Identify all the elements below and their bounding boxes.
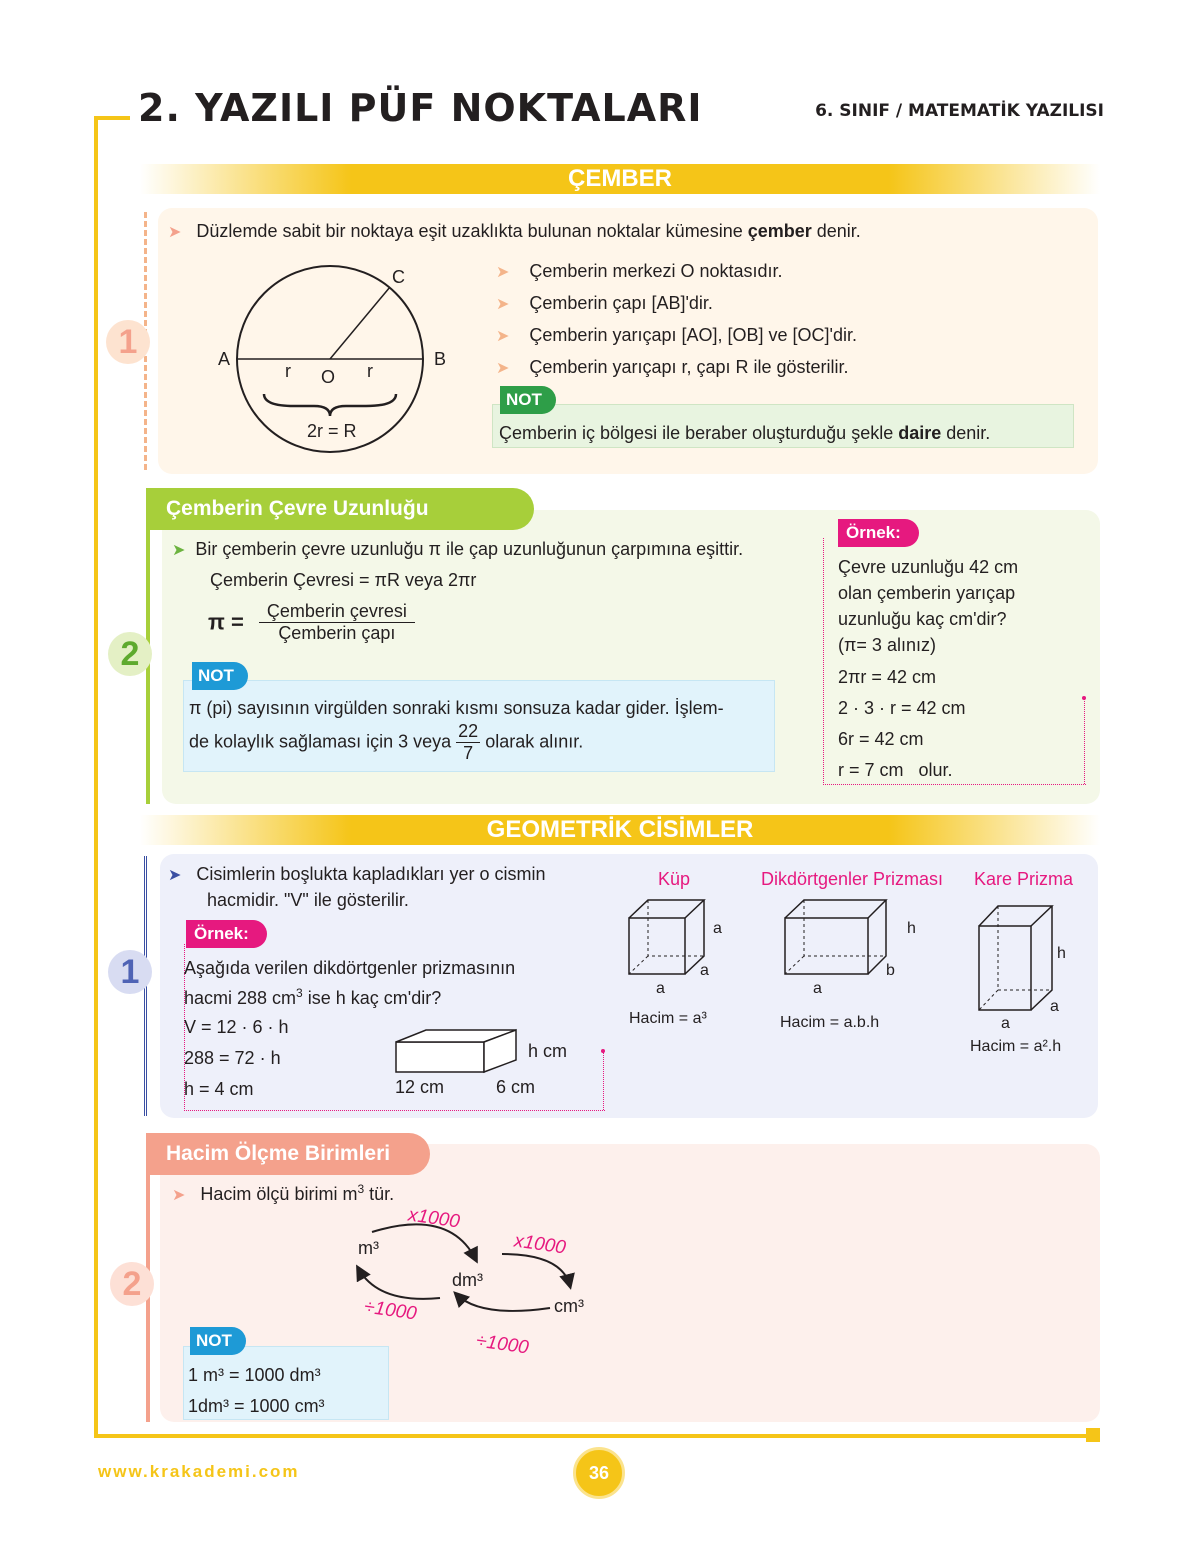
page-frame-left — [94, 116, 98, 1438]
page-title: 2. YAZILI PÜF NOKTALARI — [138, 86, 703, 130]
section-number: 1 — [108, 950, 152, 994]
label-divide-1000: ÷1000 — [474, 1330, 530, 1359]
unit-cm3: cm³ — [554, 1296, 584, 1316]
cube-label-a: a — [700, 962, 709, 979]
cevre-line1 — [172, 538, 743, 562]
note-line2-end: olarak alınır. — [485, 731, 584, 752]
example-question — [838, 554, 1018, 658]
cube-title: Küp — [658, 869, 691, 889]
label-times-1000: x1000 — [406, 1204, 462, 1233]
pi-label: π = — [208, 609, 244, 635]
question-text-end: ise h kaç cm'dir? — [302, 988, 442, 1008]
intro-text-end: tür. — [364, 1184, 395, 1204]
intro-bold: çember — [747, 221, 812, 241]
prism-formula: Hacim = a.b.h — [780, 1014, 880, 1031]
example-question-line: Çevre uzunluğu 42 cm — [838, 557, 1019, 577]
intro-text: Düzlemde sabit bir noktaya eşit uzaklıkta bulunan noktalar kümesine — [196, 221, 748, 241]
square-prism-label-h: h — [1057, 945, 1066, 962]
list-item-text: Çemberin yarıçapı [AO], [OB] ve [OC]'dir. — [529, 325, 857, 345]
list-item-text: Çemberin merkezi O noktasıdır. — [529, 261, 783, 281]
arrow-dm-to-m — [358, 1268, 440, 1299]
arrow-icon: ➤ — [496, 328, 510, 345]
example-solution-line: 2 · 3 · r = 42 cm — [838, 698, 966, 718]
example-box-diagram — [392, 1026, 522, 1076]
geometrik-intro — [168, 862, 546, 913]
cevre-line1-text: Bir çemberin çevre uzunluğu π ile çap uzunluğunun çarpımına eşittir. — [195, 539, 744, 559]
hacim-intro — [172, 1178, 394, 1207]
question-text: hacmi 288 cm — [184, 988, 297, 1008]
page-number: 36 — [573, 1447, 625, 1499]
square-prism-diagram — [974, 902, 1058, 1014]
list-item-text: Çemberin çapı [AB]'dir. — [529, 293, 713, 313]
radius-line — [330, 287, 390, 359]
example-question — [184, 956, 515, 1011]
arrow-icon: ➤ — [496, 360, 510, 377]
example-question-line: uzunluğu kaç cm'dir? — [838, 609, 1007, 629]
cevre-formula: Çemberin Çevresi = πR veya 2πr — [210, 570, 477, 590]
box-height-label: h cm — [528, 1041, 568, 1061]
arrow-icon: ➤ — [496, 264, 510, 281]
pi-fraction — [259, 601, 415, 644]
list-item — [496, 288, 857, 320]
example-question-line: Aşağıda verilen dikdörtgenler prizmasının — [184, 958, 516, 978]
section-number: 1 — [106, 320, 150, 364]
superscript: 3 — [357, 1182, 365, 1196]
label-times-1000: x1000 — [512, 1230, 568, 1259]
label-c: C — [392, 267, 405, 287]
fraction-denominator: 7 — [463, 743, 474, 763]
note-line: 1 m³ = 1000 dm³ — [188, 1365, 321, 1385]
example-question-line — [184, 981, 515, 1011]
arrow-m-to-dm — [372, 1224, 476, 1260]
dot-icon — [601, 1049, 605, 1053]
arrow-cm-to-dm — [456, 1294, 550, 1311]
prism-label-h: h — [907, 920, 916, 937]
example-solution-line: V = 12 · 6 · h — [184, 1017, 289, 1037]
note-bold: daire — [898, 423, 942, 443]
section-number: 2 — [108, 632, 152, 676]
cube-label-a: a — [713, 920, 722, 937]
section-band-title: GEOMETRİK CİSİMLER — [486, 816, 754, 843]
example-frame-right — [603, 1052, 605, 1110]
note-text — [499, 422, 990, 444]
square-prism-formula: Hacim = a².h — [970, 1038, 1062, 1055]
example-solution — [184, 1012, 289, 1105]
unit-dm3: dm³ — [452, 1270, 483, 1290]
intro-text: Cisimlerin boşlukta kapladıkları yer o cismin — [196, 864, 546, 884]
section-number: 2 — [110, 1262, 154, 1306]
note-tag: NOT — [190, 1327, 246, 1355]
arrow-icon: ➤ — [172, 542, 186, 559]
dot-icon — [1082, 696, 1086, 700]
square-prism-label-a: a — [1050, 998, 1059, 1015]
list-item — [496, 320, 857, 352]
prism-title: Dikdörtgenler Prizması — [761, 869, 944, 889]
box-depth-label: 6 cm — [496, 1077, 536, 1097]
cube-diagram — [624, 896, 708, 980]
prism-label-b: b — [886, 962, 895, 979]
note-line: 1dm³ = 1000 cm³ — [188, 1396, 325, 1416]
section-band-title: ÇEMBER — [567, 165, 672, 192]
page-frame-bottom — [94, 1434, 1090, 1438]
label-b: B — [434, 349, 447, 369]
brace-shape — [264, 394, 396, 416]
intro-line — [168, 862, 546, 888]
unit-m3: m³ — [358, 1238, 379, 1258]
note-fraction — [456, 721, 480, 764]
arrow-icon: ➤ — [168, 224, 182, 241]
list-item — [496, 256, 857, 288]
label-r-left: r — [285, 361, 291, 381]
note-text — [188, 1360, 325, 1422]
example-tag: Örnek: — [838, 519, 919, 547]
page-subtitle: 6. SINIF / MATEMATİK YAZILISI — [815, 101, 1104, 121]
tab-cevre-uzunlugu: Çemberin Çevre Uzunluğu — [146, 488, 534, 530]
label-o: O — [321, 367, 336, 387]
example-solution-line: 288 = 72 · h — [184, 1048, 281, 1068]
pi-formula — [208, 601, 415, 644]
page-frame-corner — [1086, 1428, 1100, 1442]
example-solution-line: 6r = 42 cm — [838, 729, 924, 749]
square-prism-label-a: a — [1001, 1015, 1010, 1032]
fraction-numerator: Çemberin çevresi — [259, 601, 415, 623]
section-band-cember — [140, 164, 1100, 194]
section-band-geometrik — [140, 815, 1100, 845]
example-question-line: (π= 3 alınız) — [838, 635, 936, 655]
note-line2 — [189, 721, 583, 764]
arrow-icon: ➤ — [172, 1187, 186, 1204]
arrow-icon: ➤ — [168, 867, 182, 884]
intro-text: Hacim ölçü birimi m — [200, 1184, 358, 1204]
label-r-right: r — [367, 361, 373, 381]
example-solution-line: r = 7 cm olur. — [838, 760, 953, 780]
example-solution-line: h = 4 cm — [184, 1079, 254, 1099]
square-prism-title: Kare Prizma — [974, 869, 1074, 889]
prism-label-a: a — [813, 980, 822, 997]
note-tag: NOT — [500, 386, 556, 414]
label-divide-1000: ÷1000 — [362, 1296, 418, 1325]
page-frame-top — [94, 116, 130, 120]
box-width-label: 12 cm — [395, 1077, 445, 1097]
brace-label: 2r = R — [307, 421, 357, 441]
list-item-text: Çemberin yarıçapı r, çapı R ile gösterilir. — [529, 357, 849, 377]
list-item — [496, 352, 857, 384]
example-solution-line: 2πr = 42 cm — [838, 667, 936, 687]
tab-hacim-olcme: Hacim Ölçme Birimleri — [146, 1133, 430, 1175]
cube-label-a: a — [656, 980, 665, 997]
intro-line — [168, 220, 861, 244]
intro-text-end: denir. — [811, 221, 861, 241]
intro-text: hacmidir. "V" ile gösterilir. — [207, 890, 409, 910]
label-a: A — [218, 349, 231, 369]
fraction-numerator: 22 — [458, 721, 479, 741]
cube-formula: Hacim = a³ — [629, 1010, 707, 1027]
footer-url[interactable]: www.krakademi.com — [98, 1462, 300, 1481]
note-line2-start: de kolaylık sağlaması için 3 veya — [189, 731, 452, 752]
example-solution — [838, 662, 966, 786]
bullet-list — [496, 256, 857, 384]
note-line1: π (pi) sayısının virgülden sonraki kısmı sonsuza kadar gider. İşlem- — [189, 698, 724, 718]
example-frame-right — [1084, 698, 1086, 784]
note-text-end: denir. — [941, 423, 991, 443]
note-text-start: Çemberin iç bölgesi ile beraber oluşturduğu şekle — [499, 423, 899, 443]
superscript: 3 — [296, 986, 303, 1000]
arrow-icon: ➤ — [496, 296, 510, 313]
example-tag: Örnek: — [186, 920, 267, 948]
example-question-line: olan çemberin yarıçap — [838, 583, 1016, 603]
fraction-denominator: Çemberin çapı — [278, 623, 396, 643]
note-tag: NOT — [192, 662, 248, 690]
